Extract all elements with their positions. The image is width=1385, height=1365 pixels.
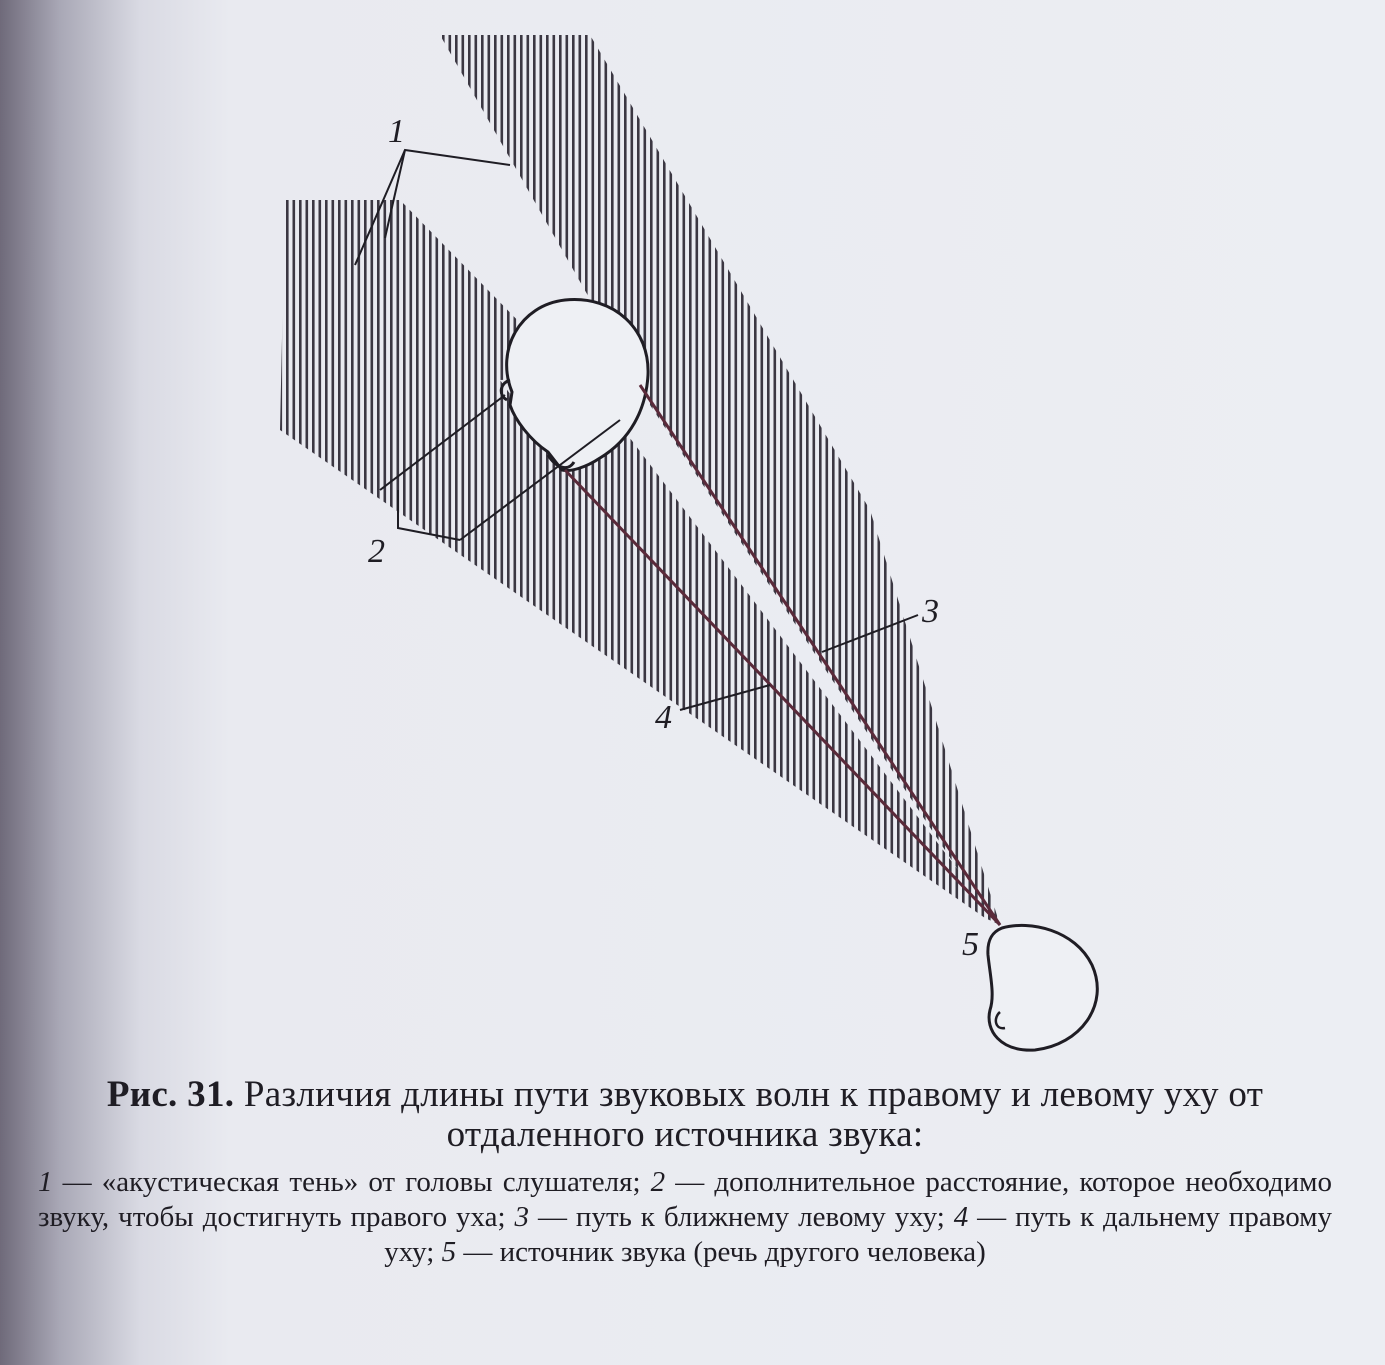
legend-text-4: — путь к дальнему правому уху; <box>384 1201 1332 1268</box>
legend-text-3: — путь к ближнему левому уху; <box>529 1201 954 1233</box>
legend-num-2: 2 <box>650 1166 666 1198</box>
figure-label-4: 4 <box>655 699 672 736</box>
figure-caption <box>20 1075 1350 1270</box>
legend-num-5: 5 <box>441 1236 457 1268</box>
source-head <box>988 925 1097 1050</box>
figure-label-5: 5 <box>962 926 979 963</box>
caption-figure-number: Рис. 31. <box>106 1074 235 1115</box>
caption-title-text: Различия длины пути звуковых волн к правому и левому уху от отдаленного источника звука: <box>243 1074 1264 1155</box>
figure-label-1: 1 <box>388 113 405 150</box>
legend-text-5: — источник звука (речь другого человека) <box>456 1236 986 1268</box>
legend-num-3: 3 <box>514 1201 530 1233</box>
caption-title <box>20 1075 1350 1155</box>
legend-text-2: — дополнительное расстояние, которое необходимо звуку, чтобы достигнуть правого уха; <box>38 1166 1332 1233</box>
figure-label-2: 2 <box>368 533 385 570</box>
legend-num-1: 1 <box>38 1166 53 1198</box>
legend-text-1: — «акустическая тень» от головы слушателя; <box>52 1166 651 1198</box>
caption-legend <box>20 1165 1350 1270</box>
legend-num-4: 4 <box>953 1201 969 1233</box>
figure-label-3: 3 <box>922 593 939 630</box>
